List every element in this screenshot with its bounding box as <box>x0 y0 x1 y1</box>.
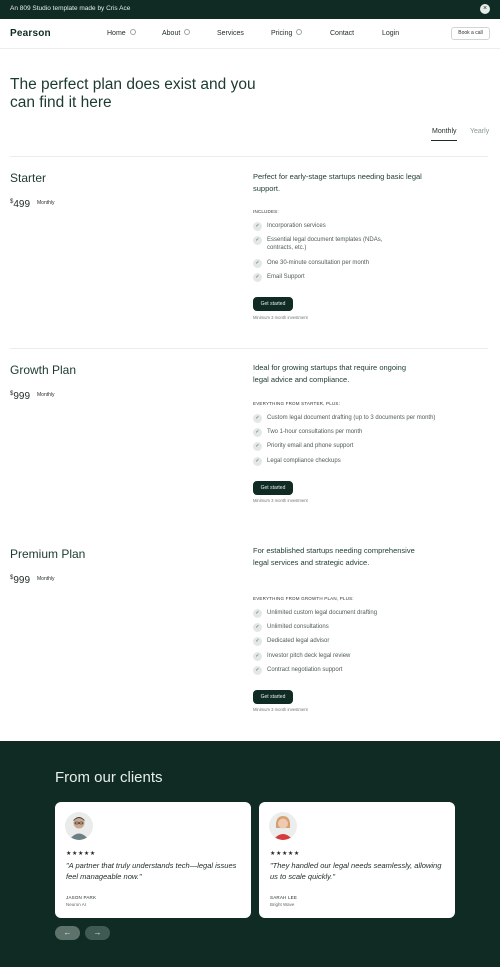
testimonials-section <box>0 741 500 967</box>
page-title: The perfect plan does exist and you can find it here <box>10 76 256 111</box>
plan-note: Minimum 3 month investment <box>253 498 308 503</box>
close-icon[interactable]: × <box>480 4 490 14</box>
chevron-down-icon <box>296 29 302 35</box>
tab-yearly[interactable]: Yearly <box>470 128 490 135</box>
plan-description: For established startups needing comprehensive legal services and strategic advice. <box>253 546 415 567</box>
logo[interactable]: Pearson <box>10 28 51 39</box>
check-icon: ✓ <box>253 236 262 245</box>
chevron-down-icon <box>184 29 190 35</box>
check-icon: ✓ <box>253 623 262 632</box>
nav-item-pricing[interactable]: Pricing <box>271 30 302 37</box>
plan-period: Monthly <box>37 576 55 582</box>
divider <box>10 348 488 349</box>
testimonial-card <box>55 802 251 918</box>
plan-note: Minimum 3 month investment <box>253 707 308 712</box>
plan-price: $499 <box>10 199 31 210</box>
rating-stars: ★★★★★ <box>66 851 96 857</box>
get-started-button[interactable]: Get started <box>253 690 293 704</box>
nav-item-login[interactable]: Login <box>382 30 400 37</box>
testimonial-card <box>259 802 455 918</box>
rating-stars: ★★★★★ <box>270 851 300 857</box>
check-icon: ✓ <box>253 637 262 646</box>
book-call-button[interactable]: Book a call <box>451 27 490 40</box>
check-icon: ✓ <box>253 222 262 231</box>
client-name: JASON PARK <box>66 895 97 900</box>
check-icon: ✓ <box>253 259 262 268</box>
tab-monthly[interactable]: Monthly <box>432 128 457 135</box>
plan-price: $999 <box>10 391 31 402</box>
check-icon: ✓ <box>253 666 262 675</box>
avatar <box>65 812 93 840</box>
client-company: Neuron AI <box>66 902 87 907</box>
check-icon: ✓ <box>253 457 262 466</box>
client-name: SARAH LEE <box>270 895 298 900</box>
check-icon: ✓ <box>253 652 262 661</box>
plan-period: Monthly <box>37 200 55 206</box>
check-icon: ✓ <box>253 442 262 451</box>
section-title: From our clients <box>55 769 163 786</box>
nav-item-home[interactable]: Home <box>107 30 136 37</box>
check-icon: ✓ <box>253 428 262 437</box>
includes-label: EVERYTHING FROM STARTER, PLUS: <box>253 401 341 406</box>
plan-price: $999 <box>10 575 31 586</box>
nav-item-about[interactable]: About <box>162 30 190 37</box>
plan-name: Growth Plan <box>10 363 77 377</box>
plan-note: Minimum 3 month investment <box>253 315 308 320</box>
nav-item-services[interactable]: Services <box>217 30 244 37</box>
get-started-button[interactable]: Get started <box>253 481 293 495</box>
check-icon: ✓ <box>253 273 262 282</box>
avatar <box>269 812 297 840</box>
check-icon: ✓ <box>253 414 262 423</box>
plan-name: Premium Plan <box>10 547 86 561</box>
divider <box>10 156 488 157</box>
check-icon: ✓ <box>253 609 262 618</box>
plan-description: Ideal for growing startups that require ongoing legal advice and compliance. <box>253 363 407 384</box>
testimonial-quote: "A partner that truly understands tech—legal issues feel manageable now." <box>66 861 237 881</box>
plan-name: Starter <box>10 171 47 185</box>
active-tab-indicator <box>431 140 457 141</box>
testimonial-quote: "They handled our legal needs seamlessly, allowing us to scale quickly." <box>270 861 442 881</box>
main-nav <box>0 19 500 49</box>
plan-description: Perfect for early-stage startups needing basic legal support. <box>253 172 422 193</box>
announcement-bar <box>0 0 500 19</box>
chevron-down-icon <box>130 29 136 35</box>
get-started-button[interactable]: Get started <box>253 297 293 311</box>
includes-label: INCLUDES: <box>253 209 279 214</box>
arrow-right-icon[interactable]: → <box>85 926 110 940</box>
nav-item-contact[interactable]: Contact <box>330 30 355 37</box>
includes-label: EVERYTHING FROM GROWTH PLAN, PLUS: <box>253 596 354 601</box>
arrow-left-icon[interactable]: ← <box>55 926 80 940</box>
plan-period: Monthly <box>37 392 55 398</box>
client-company: Bright Wave <box>270 902 295 907</box>
announcement-text: An 809 Studio template made by Cris Ace <box>10 5 131 12</box>
